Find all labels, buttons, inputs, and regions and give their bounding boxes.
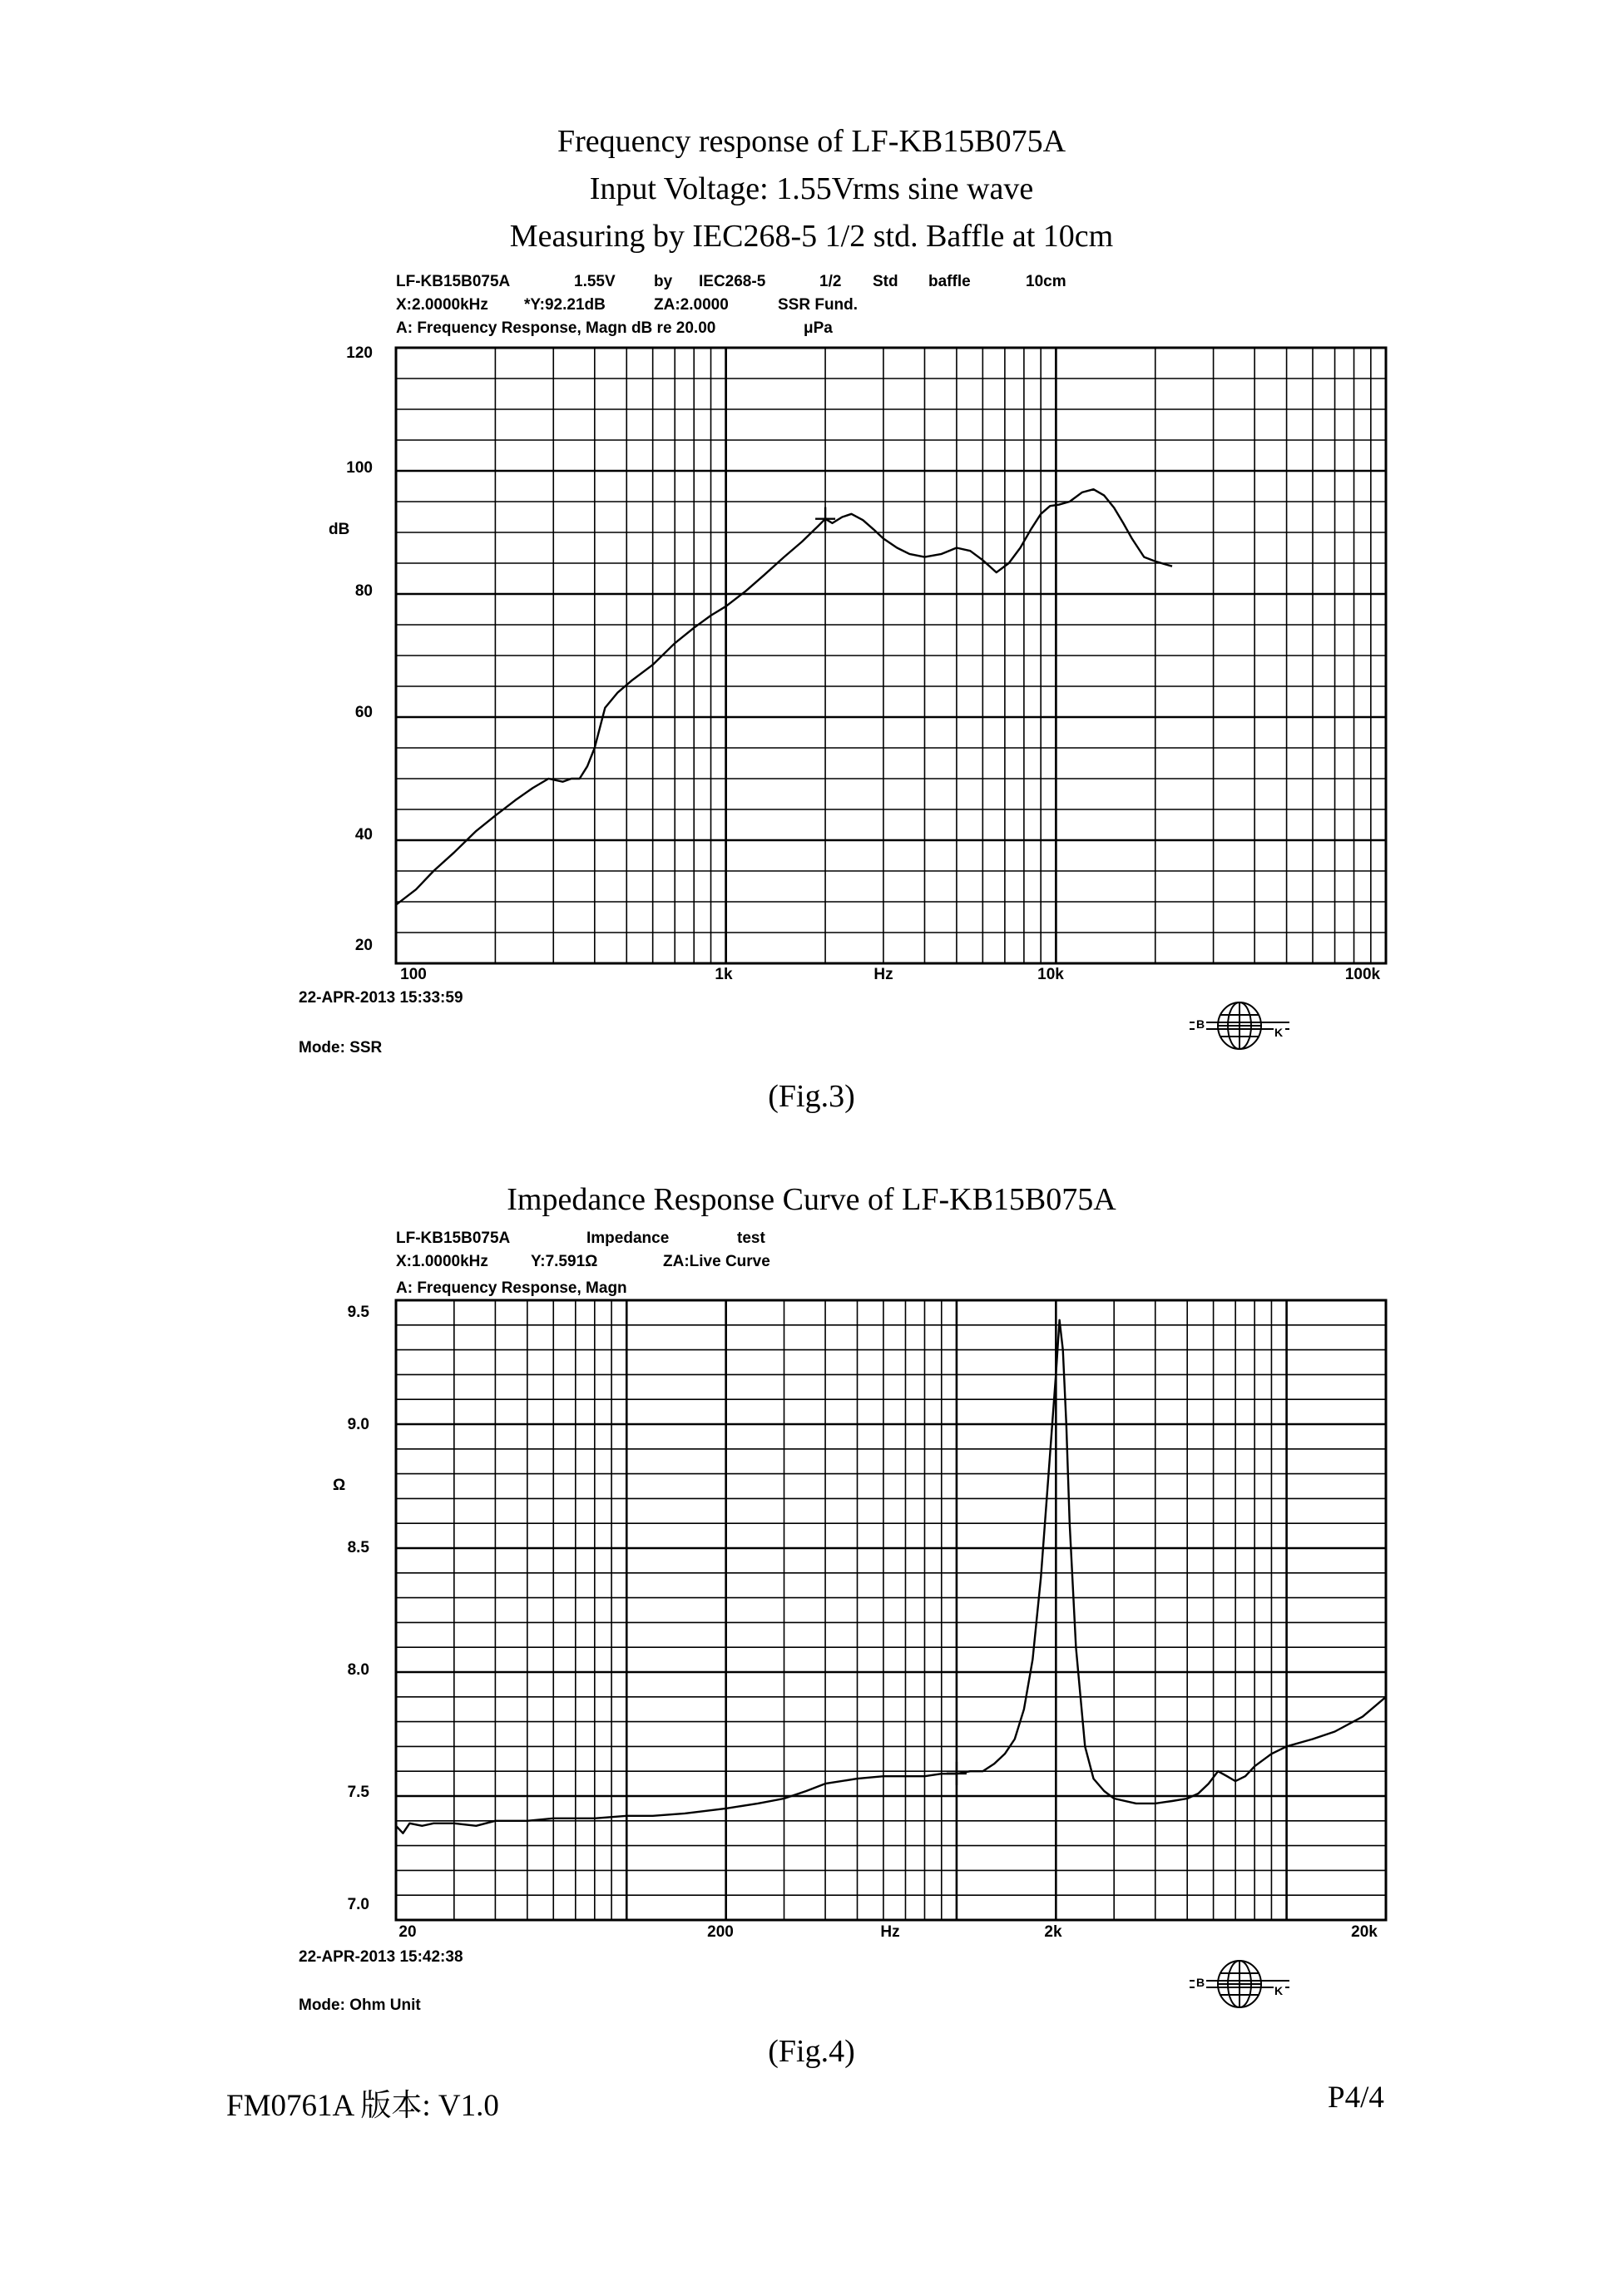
fig4-header-item: Impedance bbox=[586, 1230, 670, 1247]
fig3-y-tick: 40 bbox=[354, 826, 373, 844]
fig3-y-tick: 60 bbox=[354, 704, 373, 721]
fig3-bk-logo bbox=[1188, 997, 1304, 1055]
fig3-header-item: ZA:2.0000 bbox=[654, 296, 729, 314]
plot-border bbox=[396, 1300, 1386, 1920]
footer-page-number: P4/4 bbox=[1328, 2081, 1384, 2115]
fig3-plot bbox=[396, 348, 1386, 963]
fig3-y-tick: 120 bbox=[346, 344, 373, 362]
grid bbox=[396, 348, 1386, 963]
fig4-x-tick: 20 bbox=[398, 1923, 417, 1941]
fig4-y-unit: Ω bbox=[333, 1477, 346, 1494]
fig3-header-item: IEC268-5 bbox=[699, 273, 766, 290]
fig3-title-line-1: Frequency response of LF-KB15B075A bbox=[557, 124, 1066, 159]
fig3-caption: (Fig.3) bbox=[768, 1079, 855, 1114]
fig4-x-tick: 20k bbox=[1351, 1923, 1378, 1941]
fig4-y-tick: 9.5 bbox=[347, 1304, 369, 1321]
fig4-header-item: X:1.0000kHz bbox=[396, 1253, 488, 1270]
fig3-header-item: 10cm bbox=[1026, 273, 1066, 290]
fig4-x-tick: 200 bbox=[707, 1923, 734, 1941]
fig4-title: Impedance Response Curve of LF-KB15B075A bbox=[507, 1182, 1116, 1217]
fig4-x-unit: Hz bbox=[880, 1923, 900, 1941]
fig4-y-tick: 7.0 bbox=[347, 1896, 369, 1913]
fig3-header-item: *Y:92.21dB bbox=[524, 296, 606, 314]
fig4-y-tick: 7.5 bbox=[347, 1784, 369, 1801]
fig3-header-item: A: Frequency Response, Magn dB re 20.00 bbox=[396, 319, 716, 337]
fig4-caption: (Fig.4) bbox=[768, 2034, 855, 2069]
footer-document-code: FM0761A 版本: V1.0 bbox=[226, 2089, 499, 2123]
fig3-timestamp: 22-APR-2013 15:33:59 bbox=[299, 989, 463, 1007]
fig3-x-tick: 10k bbox=[1037, 966, 1064, 983]
fig3-header-item: 1.55V bbox=[574, 273, 616, 290]
fig4-header-item: test bbox=[737, 1230, 765, 1247]
fig3-y-unit: dB bbox=[329, 521, 350, 538]
series-line bbox=[396, 1320, 1386, 1833]
fig3-header-item: Std bbox=[873, 273, 898, 290]
fig4-header-item: ZA:Live Curve bbox=[663, 1253, 770, 1270]
fig3-logo-letter-b: B bbox=[1196, 1017, 1205, 1031]
fig4-y-tick: 9.0 bbox=[347, 1416, 369, 1433]
fig3-x-unit: Hz bbox=[873, 966, 893, 983]
fig3-title-line-3: Measuring by IEC268-5 1/2 std. Baffle at 10cm bbox=[509, 219, 1114, 254]
fig3-header-item: 1/2 bbox=[819, 273, 842, 290]
fig3-mode: Mode: SSR bbox=[299, 1039, 383, 1056]
fig3-header-item: μPa bbox=[804, 319, 833, 337]
fig4-header-item: LF-KB15B075A bbox=[396, 1230, 511, 1247]
fig4-logo-letter-b: B bbox=[1196, 1976, 1205, 1989]
fig3-y-tick: 20 bbox=[354, 937, 373, 954]
fig3-x-tick: 100 bbox=[400, 966, 427, 983]
fig4-y-tick: 8.5 bbox=[347, 1539, 369, 1556]
fig3-y-tick: 80 bbox=[354, 582, 373, 600]
fig3-header-item: baffle bbox=[928, 273, 971, 290]
grid bbox=[396, 1300, 1386, 1920]
fig3-x-tick: 100k bbox=[1344, 966, 1381, 983]
fig4-bk-logo bbox=[1188, 1955, 1304, 2013]
fig4-logo-letter-k: K bbox=[1274, 1984, 1284, 1997]
fig3-header-item: LF-KB15B075A bbox=[396, 273, 511, 290]
fig4-x-tick: 2k bbox=[1044, 1923, 1062, 1941]
fig3-header-item: by bbox=[654, 273, 673, 290]
fig4-mode: Mode: Ohm Unit bbox=[299, 1997, 421, 2014]
fig4-header-item: Y:7.591Ω bbox=[531, 1253, 598, 1270]
fig4-y-tick: 8.0 bbox=[347, 1661, 369, 1679]
fig3-y-tick: 100 bbox=[346, 459, 373, 477]
fig3-title-line-2: Input Voltage: 1.55Vrms sine wave bbox=[589, 171, 1034, 206]
fig3-header-item: X:2.0000kHz bbox=[396, 296, 488, 314]
fig4-plot bbox=[396, 1300, 1386, 1920]
fig3-logo-letter-k: K bbox=[1274, 1026, 1284, 1039]
fig4-timestamp: 22-APR-2013 15:42:38 bbox=[299, 1948, 463, 1966]
fig3-header-item: SSR Fund. bbox=[778, 296, 859, 314]
fig3-x-tick: 1k bbox=[715, 966, 733, 983]
fig4-header-item: A: Frequency Response, Magn bbox=[396, 1279, 627, 1297]
